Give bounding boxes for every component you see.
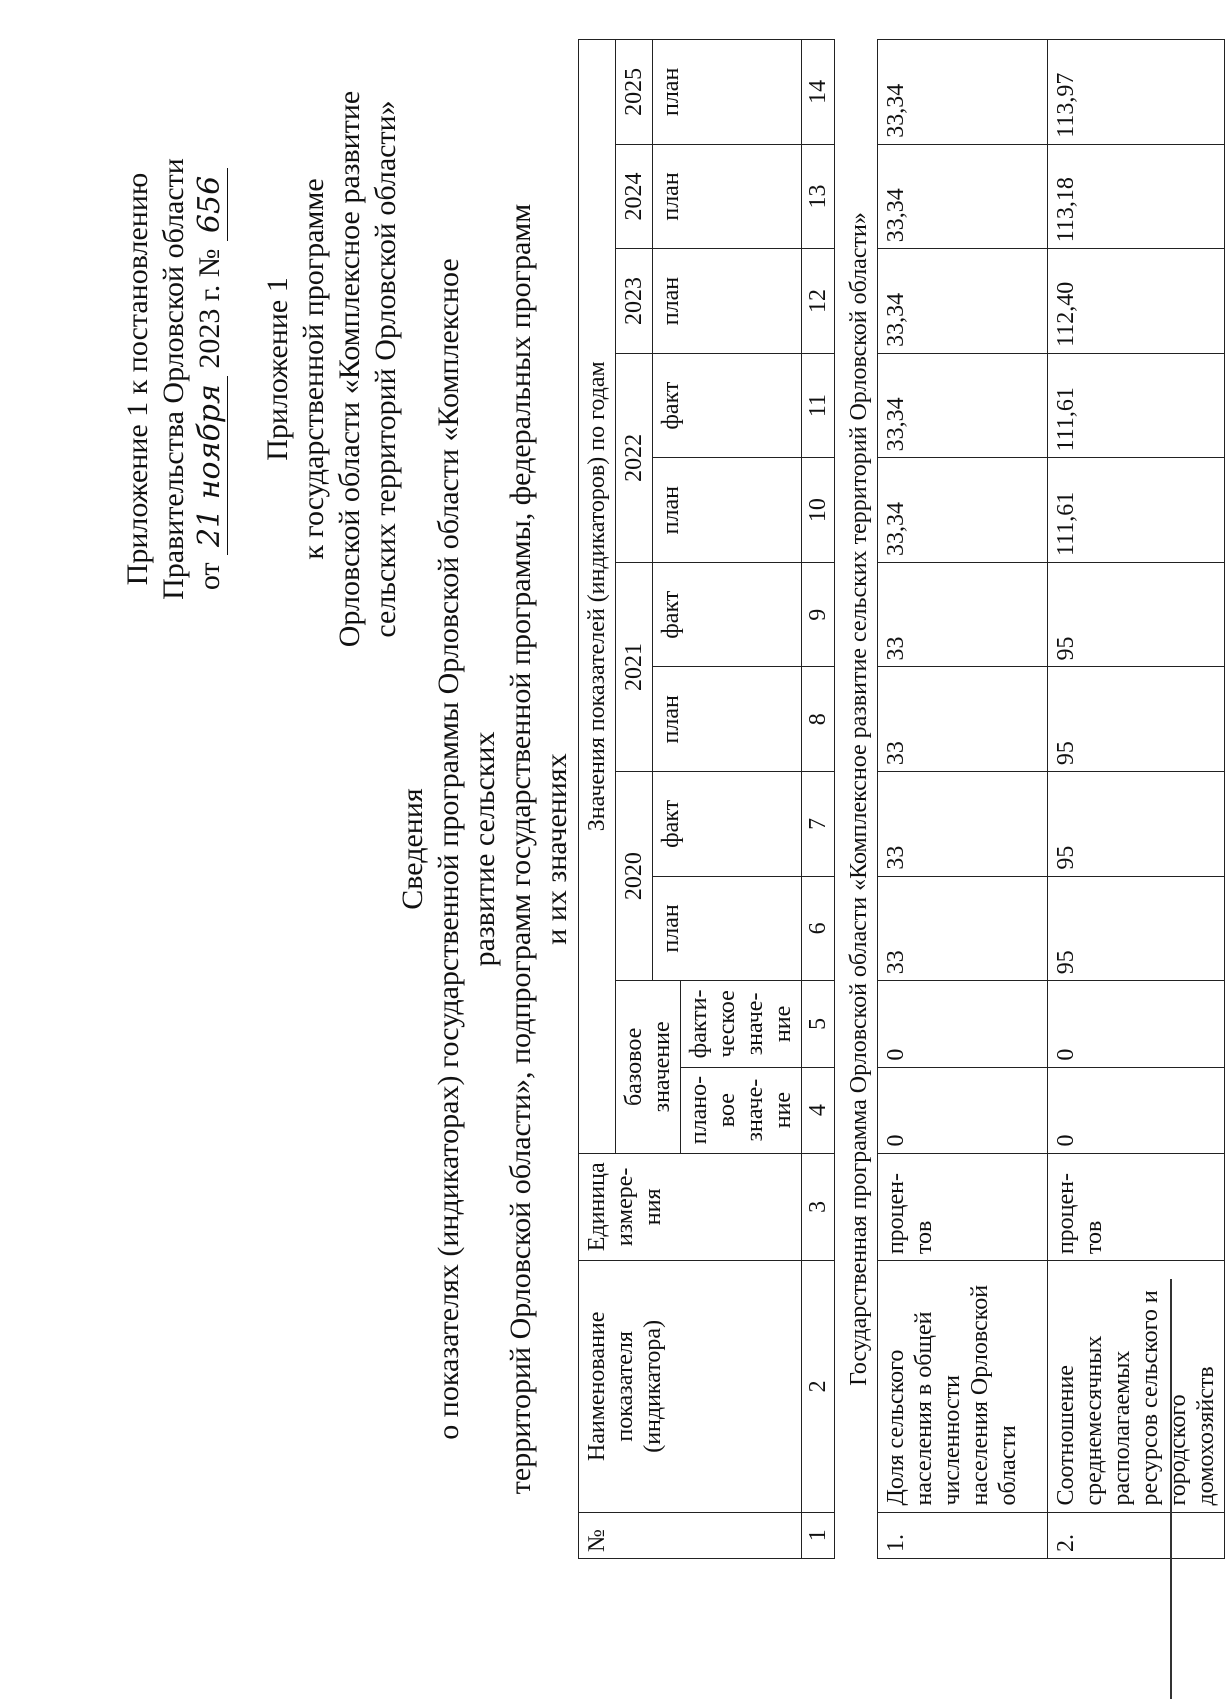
bottom-rule — [1170, 1279, 1172, 1699]
column-number: 9 — [802, 562, 835, 667]
annex-line-2: Орловской области «Комплексное развитие — [333, 90, 366, 648]
value-cell: 33,34 — [878, 144, 1048, 249]
heading-line-3: и их значениях — [540, 753, 573, 945]
heading-line-1: о показателях (индикаторах) государственной программы Орловской области «Комплексное развитие сельских — [432, 258, 501, 1440]
value-cell: 95 — [1048, 772, 1225, 877]
column-number: 12 — [802, 249, 835, 354]
value-cell: 113,97 — [1048, 40, 1225, 145]
approval-line-3 — [192, 99, 228, 659]
value-cell: 33,34 — [878, 458, 1048, 563]
column-number: 7 — [802, 772, 835, 877]
section-row — [835, 40, 878, 1559]
indicators-table — [578, 39, 1225, 1559]
header-2020-fact: факт — [653, 772, 802, 877]
header-year-2022: 2022 — [616, 353, 653, 562]
handwritten-date: 21 ноября — [192, 376, 228, 555]
header-base-plan: плано-вое значе-ние — [681, 1067, 802, 1153]
document-heading — [395, 199, 575, 1499]
value-cell: 112,40 — [1048, 249, 1225, 354]
value-cell: 33,34 — [878, 353, 1048, 458]
column-number: 14 — [802, 40, 835, 145]
indicator-name: Доля сельского населения в общей численности населения Орловской области — [878, 1261, 1048, 1512]
column-number: 8 — [802, 667, 835, 772]
column-numbers-row — [802, 40, 835, 1559]
approval-block — [120, 99, 228, 659]
header-2025-plan: план — [653, 40, 802, 145]
header-row-1 — [579, 40, 616, 1559]
indicator-unit: процен-тов — [1048, 1153, 1225, 1261]
section-title: Государственная программа Орловской области «Комплексное развитие сельских территорий Орловской области» — [846, 212, 872, 1386]
value-cell: 95 — [1048, 667, 1225, 772]
approval-year: 2023 г. № — [193, 248, 226, 369]
header-no: № — [579, 1512, 802, 1558]
handwritten-number: 656 — [192, 168, 228, 241]
column-number: 2 — [802, 1261, 835, 1512]
header-year-2021: 2021 — [616, 562, 653, 771]
row-number: 1. — [878, 1512, 1048, 1558]
header-year-2024: 2024 — [616, 144, 653, 249]
header-base: базовое значение — [616, 981, 681, 1153]
annex-line-3: сельских территорий Орловской области» — [369, 100, 402, 638]
value-cell: 33 — [878, 562, 1048, 667]
value-cell: 111,61 — [1048, 458, 1225, 563]
header-2021-fact: факт — [653, 562, 802, 667]
approval-from: от — [193, 562, 226, 591]
indicator-unit: процен-тов — [878, 1153, 1048, 1261]
header-2022-fact: факт — [653, 353, 802, 458]
header-year-2025: 2025 — [616, 40, 653, 145]
table-row — [878, 40, 1048, 1559]
header-2022-plan: план — [653, 458, 802, 563]
annex-block — [260, 49, 404, 689]
header-2024-plan: план — [653, 144, 802, 249]
annex-title: Приложение 1 — [261, 277, 294, 461]
approval-line-2: Правительства Орловской области — [157, 158, 190, 600]
approval-line-1: Приложение 1 к постановлению — [121, 172, 154, 586]
column-number: 10 — [802, 458, 835, 563]
column-number: 5 — [802, 981, 835, 1067]
value-cell: 33 — [878, 667, 1048, 772]
header-values: Значения показателей (индикаторов) по годам — [579, 40, 616, 1154]
value-cell: 113,18 — [1048, 144, 1225, 249]
annex-line-1: к государственной программе — [297, 178, 330, 560]
row-number: 2. — [1048, 1512, 1225, 1558]
table-row — [1048, 40, 1225, 1559]
column-number: 3 — [802, 1153, 835, 1261]
header-2023-plan: план — [653, 249, 802, 354]
value-cell: 0 — [1048, 1067, 1225, 1153]
value-cell: 95 — [1048, 876, 1225, 981]
column-number: 6 — [802, 876, 835, 981]
column-number: 1 — [802, 1512, 835, 1558]
header-name: Наименование показателя (индикатора) — [579, 1261, 802, 1512]
column-number: 4 — [802, 1067, 835, 1153]
value-cell: 111,61 — [1048, 353, 1225, 458]
header-2020-plan: план — [653, 876, 802, 981]
column-number: 11 — [802, 353, 835, 458]
value-cell: 33 — [878, 876, 1048, 981]
header-2021-plan: план — [653, 667, 802, 772]
indicator-name: Соотношение среднемесячных располагаемых ресурсов сельского и городского домохозяйств — [1048, 1261, 1225, 1512]
heading-line-2: территорий Орловской области», подпрограмм государственной программы, федеральных программ — [504, 203, 537, 1495]
header-unit: Единица измере-ния — [579, 1153, 802, 1261]
value-cell: 95 — [1048, 562, 1225, 667]
value-cell: 33 — [878, 772, 1048, 877]
value-cell: 33,34 — [878, 249, 1048, 354]
value-cell: 0 — [1048, 981, 1225, 1067]
value-cell: 0 — [878, 981, 1048, 1067]
value-cell: 33,34 — [878, 40, 1048, 145]
heading-title: Сведения — [396, 788, 429, 910]
header-base-fact: факти-ческое значе-ние — [681, 981, 802, 1067]
value-cell: 0 — [878, 1067, 1048, 1153]
column-number: 13 — [802, 144, 835, 249]
header-year-2020: 2020 — [616, 772, 653, 981]
header-year-2023: 2023 — [616, 249, 653, 354]
